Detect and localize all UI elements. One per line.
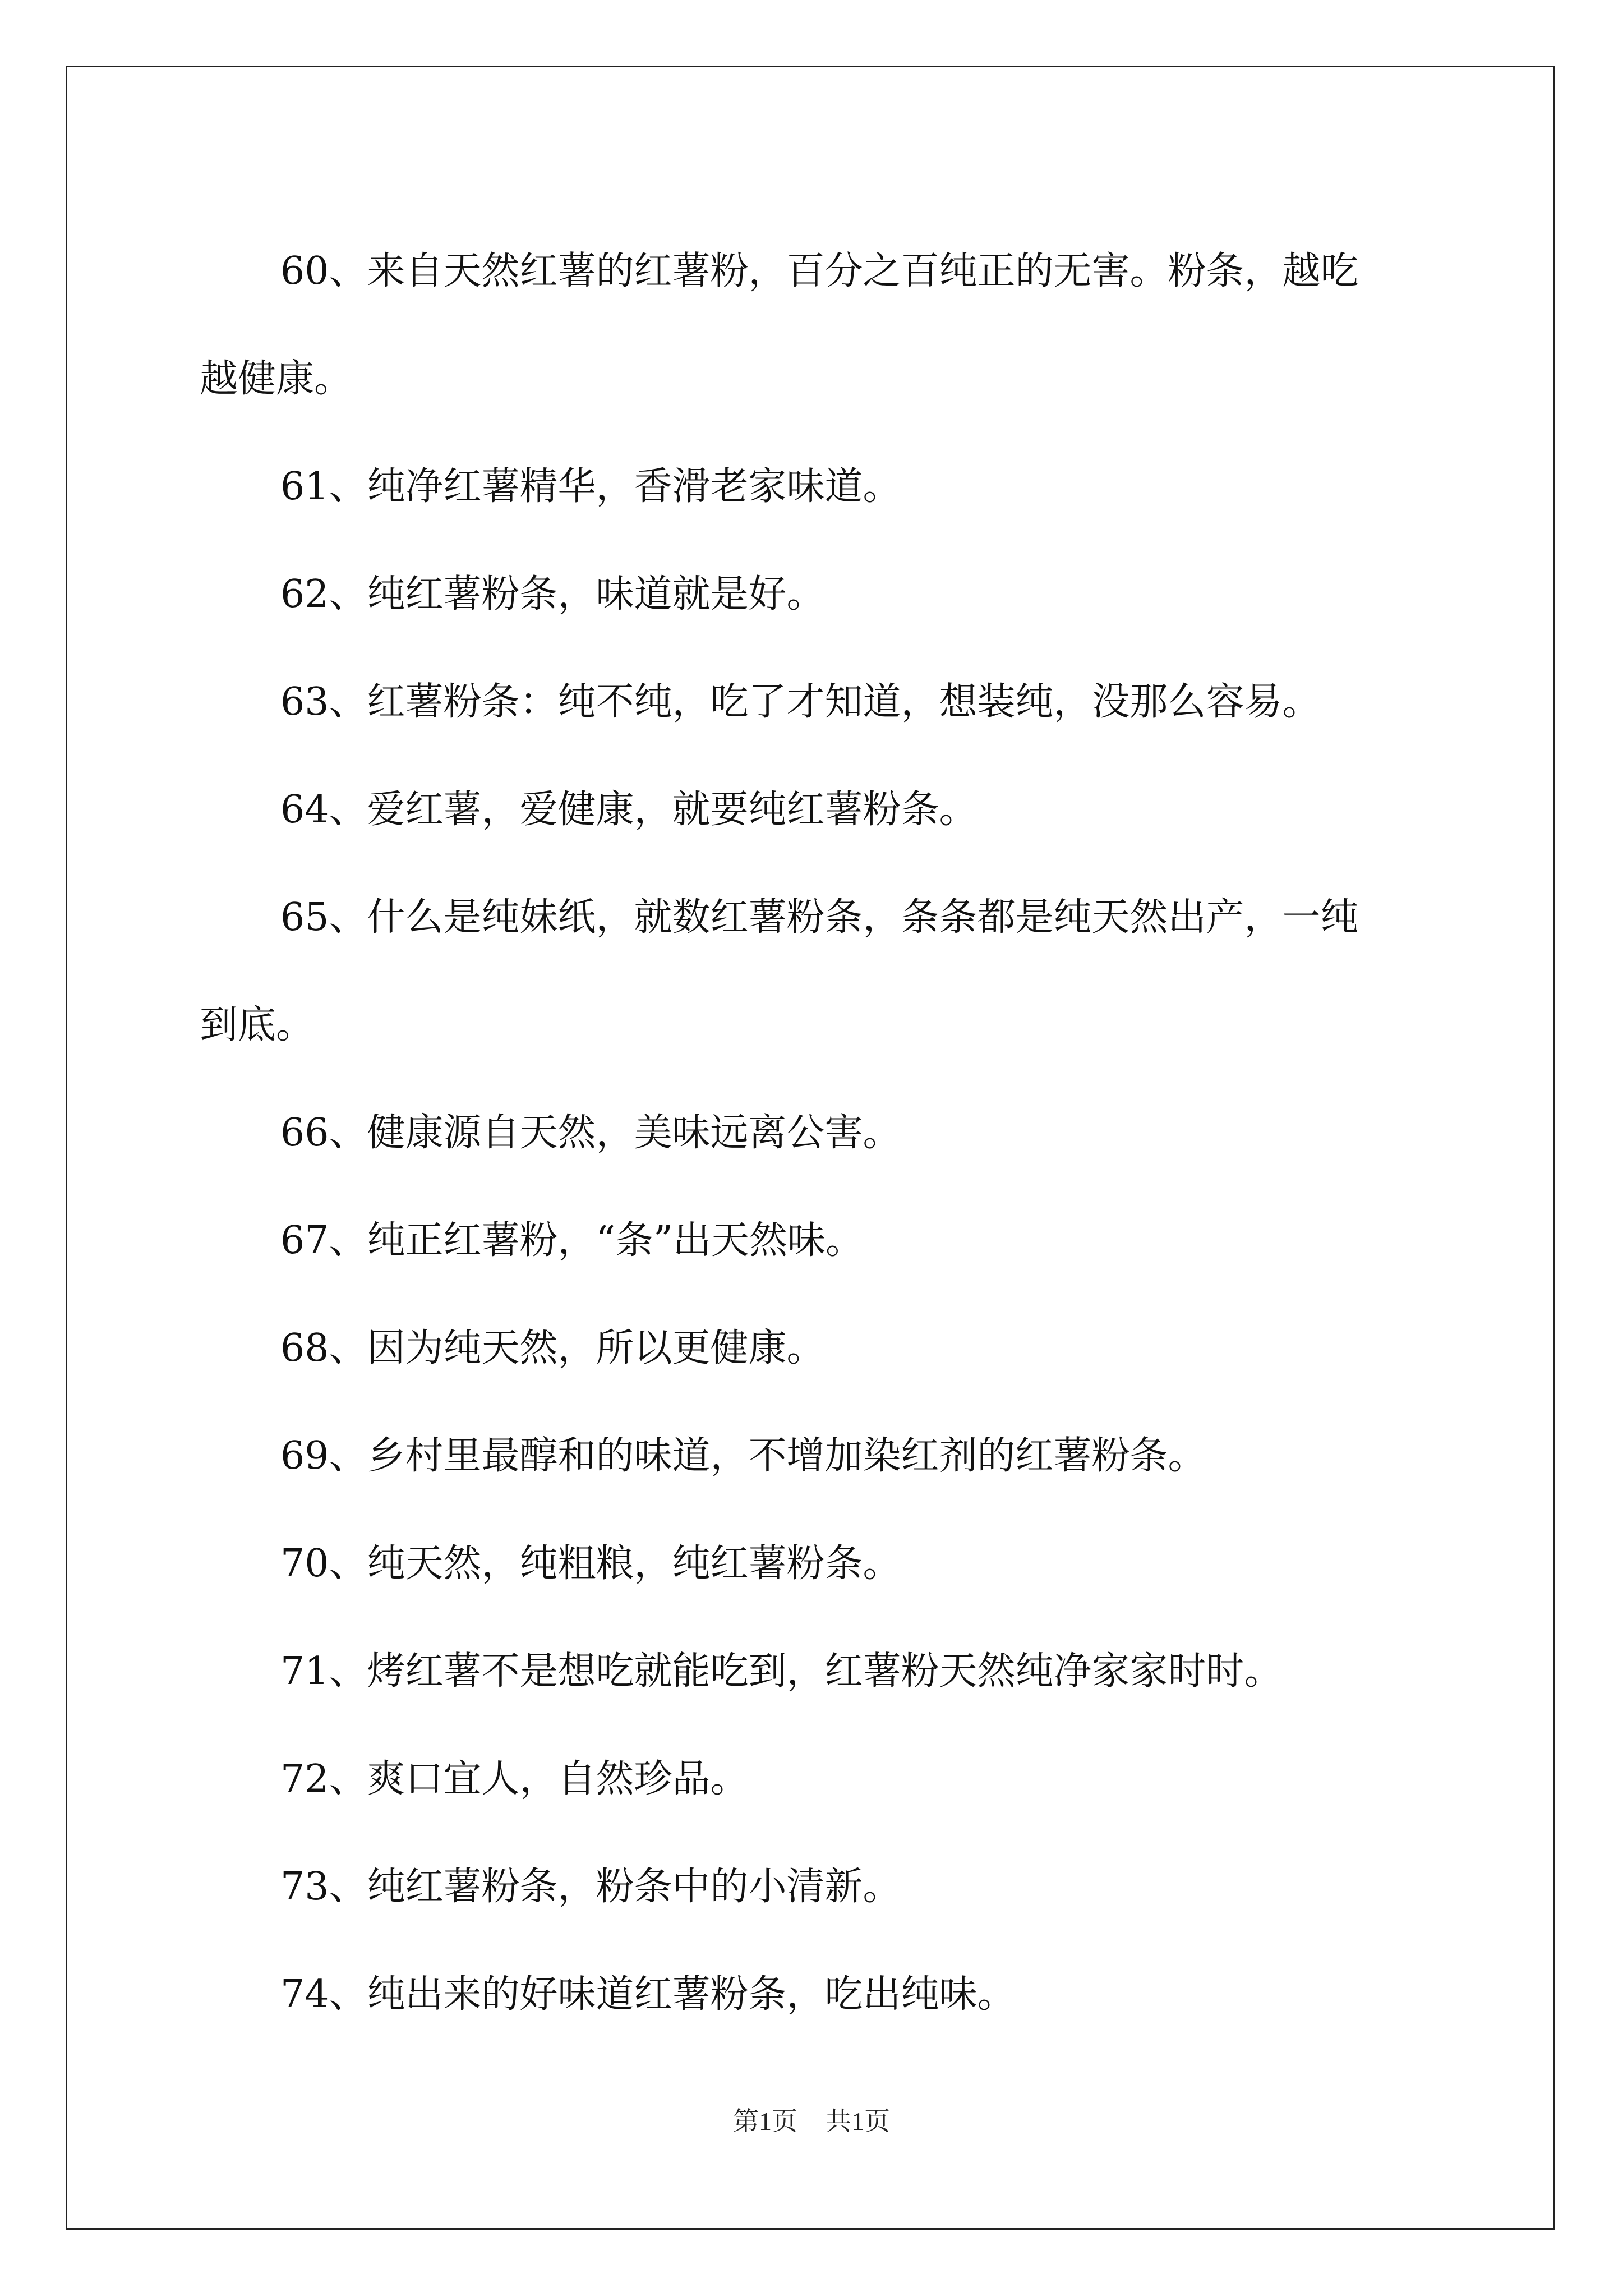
paragraph-line: 69、乡村里最醇和的味道，不增加染红剂的红薯粉条。	[280, 1434, 1206, 1478]
paragraph-64	[200, 756, 1433, 864]
paragraph-continuation: 到底。	[200, 1003, 315, 1047]
paragraph-line: 70、纯天然，纯粗粮，纯红薯粉条。	[280, 1542, 901, 1586]
paragraph-line: 71、烤红薯不是想吃就能吃到，红薯粉天然纯净家家时时。	[280, 1649, 1283, 1694]
paragraph-line: 74、纯出来的好味道红薯粉条，吃出纯味。	[280, 1972, 1016, 2017]
paragraph-line: 63、红薯粉条：纯不纯，吃了才知道，想装纯，没那么容易。	[280, 680, 1321, 724]
paragraph-continuation: 越健康。	[200, 357, 353, 401]
paragraph-line: 61、纯净红薯精华，香滑老家味道。	[280, 464, 901, 509]
paragraph-line: 62、纯红薯粉条，味道就是好。	[280, 572, 825, 616]
paragraph-66	[200, 1079, 1433, 1187]
paragraph-line: 73、纯红薯粉条，粉条中的小清新。	[280, 1865, 901, 1909]
paragraph-line: 67、纯正红薯粉，“条”出天然味。	[280, 1218, 864, 1263]
paragraph-73	[200, 1833, 1433, 1941]
page-number: 第1页	[733, 2107, 797, 2136]
paragraph-line: 60、来自天然红薯的红薯粉，百分之百纯正的无害。粉条，越吃	[280, 249, 1359, 293]
paragraph-62	[200, 541, 1433, 648]
paragraph-67	[200, 1187, 1433, 1295]
paragraph-65	[200, 864, 1433, 1079]
page-footer	[0, 2101, 1623, 2138]
paragraph-68	[200, 1295, 1433, 1402]
paragraph-line: 66、健康源自天然，美味远离公害。	[280, 1111, 901, 1155]
paragraph-71	[200, 1618, 1433, 1726]
paragraph-line: 64、爱红薯，爱健康，就要纯红薯粉条。	[280, 788, 978, 832]
paragraph-60	[200, 218, 1433, 433]
page-total: 共1页	[826, 2107, 890, 2136]
paragraph-line: 68、因为纯天然，所以更健康。	[280, 1326, 825, 1370]
document-body	[200, 218, 1433, 2049]
paragraph-line: 65、什么是纯妹纸，就数红薯粉条，条条都是纯天然出产，一纯	[280, 895, 1359, 940]
paragraph-63	[200, 648, 1433, 756]
paragraph-61	[200, 433, 1433, 541]
paragraph-70	[200, 1510, 1433, 1618]
paragraph-72	[200, 1726, 1433, 1833]
paragraph-line: 72、爽口宜人，自然珍品。	[280, 1757, 749, 1801]
paragraph-74	[200, 1941, 1433, 2049]
paragraph-69	[200, 1402, 1433, 1510]
